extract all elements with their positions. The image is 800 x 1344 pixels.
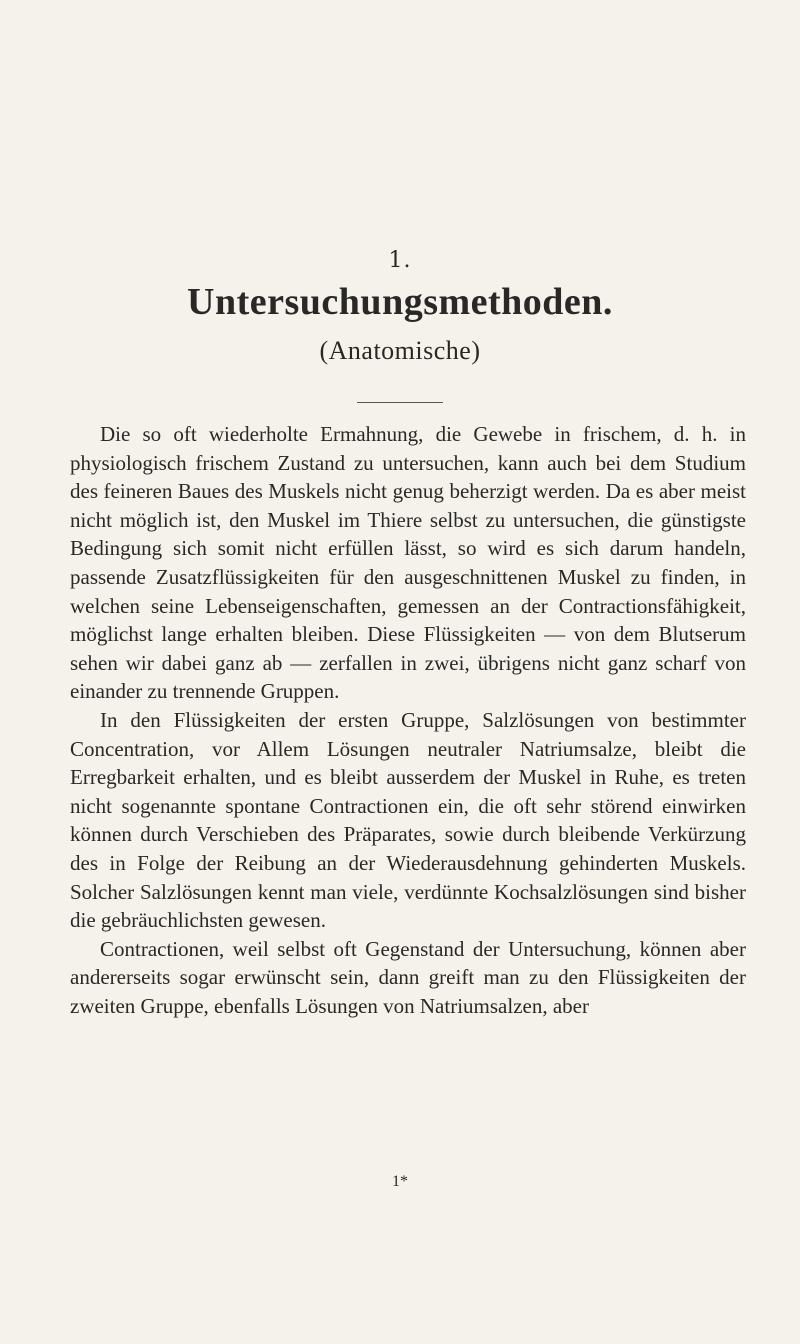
chapter-number: 1. [388,248,412,273]
title-divider [357,402,443,403]
paragraph: Die so oft wiederholte Ermahnung, die Gewebe in frischem, d. h. in physiologisch frischem Zustand zu untersuchen, kann auch bei dem Studium des feineren Baues des Muskels nicht genug beherzigt werden. Da es aber meist nicht möglich ist, den Muskel im Thiere selbst zu untersuchen, die günstigste Bedingung sich somit nicht erfüllen lässt, so wird es sich darum handeln, passende Zusatzflüssigkeiten für den ausgeschnittenen Muskel zu finden, in welchen seine Lebenseigenschaften, gemessen an der Contractionsfähigkeit, möglichst lange erhalten bleiben. Diese Flüssigkeiten — von dem Blutserum sehen wir dabei ganz ab — zerfallen in zwei, übrigens nicht ganz scharf von einander zu trennende Gruppen. [70,422,746,704]
paragraph: Contractionen, weil selbst oft Gegenstand der Untersuchung, können aber andererseits sogar erwünscht sein, dann greift man zu den Flüssigkeiten der zweiten Gruppe, ebenfalls Lösungen von Natriumsalzen, aber [70,936,746,1018]
chapter-title: Untersuchungsmethoden. [187,281,613,323]
chapter-subtitle: (Anatomische) [319,336,481,365]
signature-mark: 1* [392,1173,408,1190]
paragraph: In den Flüssigkeiten der ersten Gruppe, Salzlösungen von bestimmter Concentration, vor Allem Lösungen neutraler Natriumsalze, bleibt die Erregbarkeit erhalten, und es bleibt ausserdem der Muskel in Ruhe, es treten nicht sogenannte spontane Contractionen ein, die oft sehr störend einwirken können durch Verschieben des Präparates, sowie durch bleibende Verkürzung des in Folge der Reibung an der Wiederausdehnung gehinderten Muskels. Solcher Salzlösungen kennt man viele, verdünnte Kochsalzlösungen sind bisher die gebräuchlichsten gewesen. [70,707,746,933]
body-text [70,420,746,1020]
